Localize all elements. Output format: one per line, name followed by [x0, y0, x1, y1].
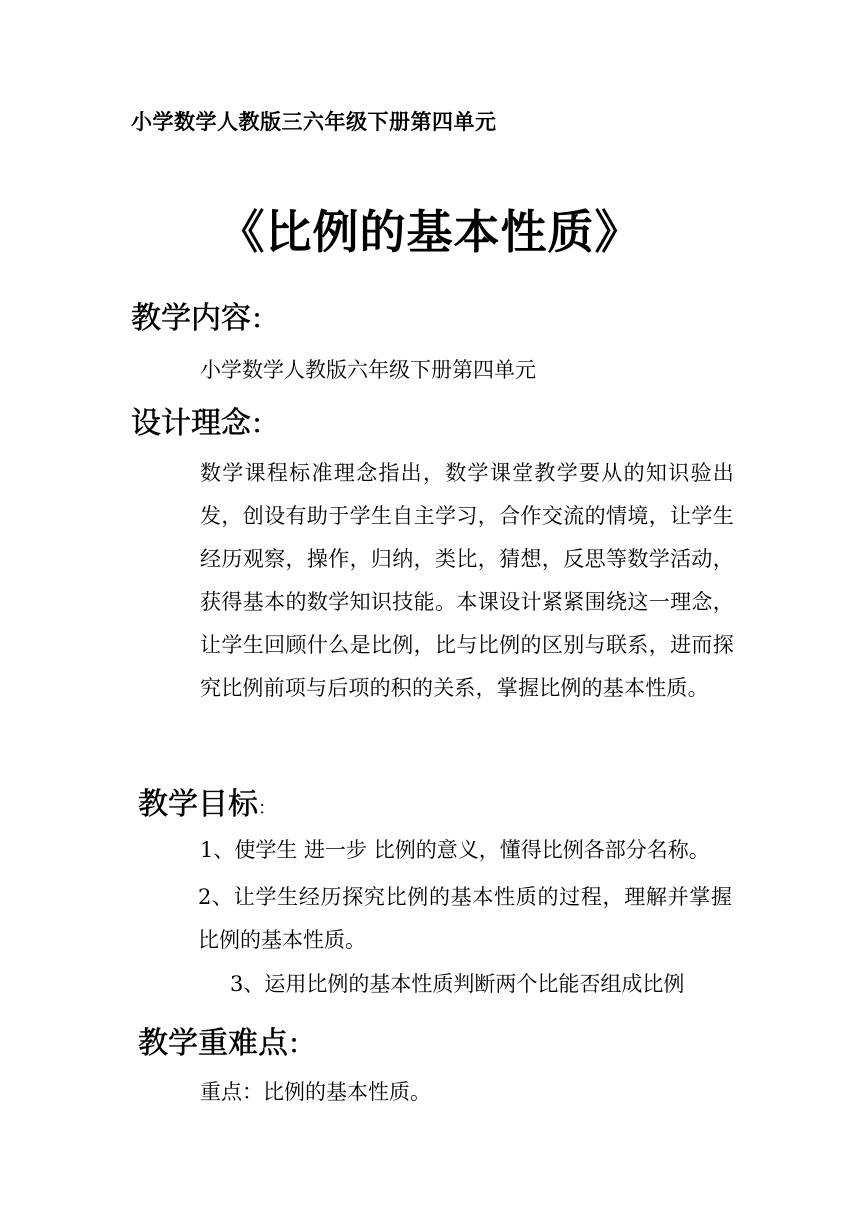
document-title: 《比例的基本性质》: [218, 205, 642, 259]
section-heading-design: [131, 398, 277, 442]
heading-colon: ：: [288, 1030, 315, 1060]
heading-text: 教学目标: [138, 787, 258, 822]
heading-text: 教学重难点: [138, 1026, 288, 1061]
heading-colon: ：: [251, 410, 278, 440]
goal-item-3: 3、运用比例的基本性质判断两个比能否组成比例: [230, 972, 685, 996]
design-paragraph: 数学课程标准理念指出，数学课堂教学要从的知识验出发，创设有助于学生自主学习，合作交流的情境，让学生经历观察，操作，归纳，类比，猜想，反思等数学活动，获得基本的数学知识技能。本课设计紧紧围绕这一理念，让学生回顾什么是比例，比与比例的区别与联系，进而探究比例前项与后项的积的关系，掌握比例的基本性质。: [200, 461, 734, 700]
goal-item-1: 1、使学生 进一步 比例的意义，懂得比例各部分名称。: [200, 838, 710, 862]
heading-colon: ：: [251, 305, 278, 335]
heading-text: 设计理念: [131, 406, 251, 441]
heading-text: 教学内容: [131, 301, 251, 336]
unit-line: 小学数学人教版三六年级下册第四单元: [131, 110, 497, 134]
section-heading-key-points: [138, 1018, 314, 1062]
heading-colon: ：: [258, 798, 276, 819]
key-points-text: 重点：比例的基本性质。: [200, 1080, 431, 1104]
goal-item-2: 2、让学生经历探究比例的基本性质的过程，理解并掌握比例的基本性质。: [198, 885, 732, 952]
content-text: 小学数学人教版六年级下册第四单元: [200, 358, 536, 382]
section-heading-content: [131, 293, 277, 337]
section-heading-goals: [138, 779, 276, 823]
